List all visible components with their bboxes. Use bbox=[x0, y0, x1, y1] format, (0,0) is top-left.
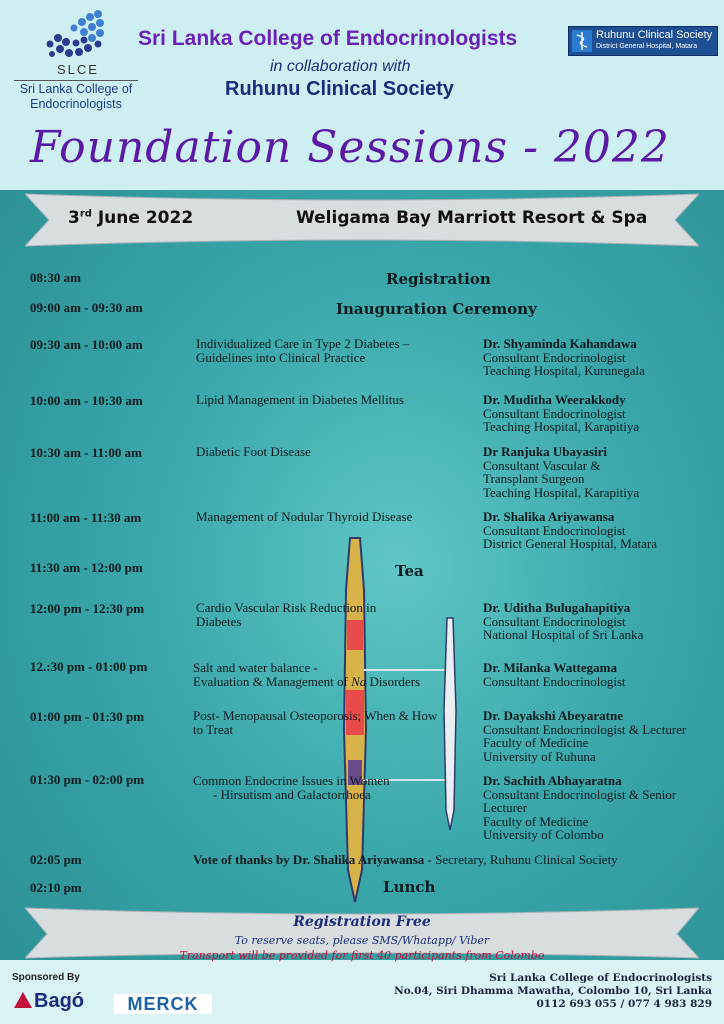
schedule-time: 12.:30 pm - 01:00 pm bbox=[30, 659, 148, 674]
speaker-detail: Faculty of Medicine bbox=[483, 735, 589, 750]
merck-logo: MERCK bbox=[114, 994, 212, 1014]
session-topic bbox=[193, 661, 463, 689]
schedule-time: 10:30 am - 11:00 am bbox=[30, 445, 142, 460]
schedule-time: 02:05 pm bbox=[30, 852, 82, 867]
address-line: No.04, Siri Dhamma Mawatha, Colombo 10, Sri Lanka bbox=[394, 985, 712, 997]
schedule-time: 09:00 am - 09:30 am bbox=[30, 300, 143, 315]
address-line: Sri Lanka College of Endocrinologists bbox=[489, 972, 712, 984]
schedule-time: 12:00 pm - 12:30 pm bbox=[30, 601, 145, 616]
topic-text: Disorders bbox=[366, 674, 421, 689]
schedule-title: Lunch bbox=[383, 878, 436, 896]
speaker-detail: Consultant Endocrinologist bbox=[483, 405, 626, 421]
speaker-block bbox=[483, 661, 719, 688]
session-topic: Lipid Management in Diabetes Mellitus bbox=[196, 392, 404, 407]
vote-of-thanks-role: - Secretary, Ruhunu Clinical Society bbox=[424, 852, 618, 867]
speaker-detail: Lecturer bbox=[483, 800, 528, 815]
speaker-detail: Teaching Hospital, Karapitiya bbox=[483, 419, 640, 434]
session-topic: Individualized Care in Type 2 Diabetes – Guidelines into Clinical Practice bbox=[196, 336, 410, 365]
schedule-title: Registration bbox=[386, 270, 491, 288]
speaker-name: Dr. Milanka Wattegama bbox=[483, 660, 617, 675]
speaker-detail: Consultant Endocrinologist bbox=[483, 522, 626, 538]
sponsored-by-label: Sponsored By bbox=[12, 972, 80, 983]
topic-text-italic: Na bbox=[351, 674, 367, 689]
schedule-title: Inauguration Ceremony bbox=[336, 300, 537, 318]
collaboration-text: in collaboration with bbox=[270, 58, 411, 75]
speaker-block bbox=[483, 337, 719, 378]
session-topic: Diabetic Foot Disease bbox=[196, 444, 311, 459]
topic-text: Evaluation & Management of bbox=[193, 674, 352, 689]
speaker-name: Dr. Muditha Weerakkody bbox=[483, 392, 626, 407]
speaker-detail: Consultant Endocrinologist & Lecturer bbox=[483, 721, 687, 737]
event-venue: Weligama Bay Marriott Resort & Spa bbox=[296, 208, 648, 228]
slce-abbreviation: SLCE bbox=[57, 62, 99, 77]
vote-of-thanks bbox=[193, 852, 618, 868]
contact-address bbox=[394, 972, 712, 1011]
bago-logo bbox=[14, 990, 84, 1013]
speaker-detail: Teaching Hospital, Kurunegala bbox=[483, 363, 645, 378]
schedule-time: 01:30 pm - 02:00 pm bbox=[30, 772, 145, 787]
bago-triangle-icon bbox=[14, 992, 32, 1008]
speaker-detail: Teaching Hospital, Karapitiya bbox=[483, 484, 640, 500]
speaker-detail: Consultant Endocrinologist bbox=[483, 349, 626, 365]
bago-name: Bagó bbox=[34, 990, 84, 1012]
speaker-block bbox=[483, 601, 719, 642]
speaker-block bbox=[483, 709, 719, 763]
rcs-logo-name: Ruhunu Clinical Society bbox=[596, 29, 713, 41]
schedule-time: 08:30 am bbox=[30, 270, 81, 285]
transport-text: Transport will be provided for first 40 participants from Colombo bbox=[179, 949, 545, 962]
speaker-name: Dr. Dayakshi Abeyaratne bbox=[483, 708, 624, 723]
college-name: Sri Lanka College of Endocrinologists bbox=[138, 27, 518, 50]
speaker-detail: Consultant Endocrinologist & Senior bbox=[483, 786, 677, 802]
speaker-detail: University of Ruhuna bbox=[483, 748, 596, 764]
speaker-detail: National Hospital of Sri Lanka bbox=[483, 627, 644, 642]
speaker-detail: Transplant Surgeon bbox=[483, 471, 585, 486]
rcs-logo-subtitle: District General Hospital, Matara bbox=[596, 43, 698, 50]
session-topic: Post- Menopausal Osteoporosis; When & How to Treat bbox=[193, 708, 438, 737]
schedule-time: 09:30 am - 10:00 am bbox=[30, 337, 143, 352]
speaker-block bbox=[483, 774, 719, 842]
speaker-block bbox=[483, 393, 719, 434]
event-date bbox=[68, 208, 193, 228]
speaker-detail: University of Colombo bbox=[483, 827, 604, 842]
speaker-name: Dr. Shyaminda Kahandawa bbox=[483, 336, 637, 351]
speaker-name: Dr. Uditha Bulugahapitiya bbox=[483, 600, 631, 615]
slce-full-name bbox=[14, 82, 138, 112]
vote-of-thanks-speaker: Vote of thanks by Dr. Shalika Ariyawansa bbox=[193, 852, 425, 867]
date-suffix: rd bbox=[79, 208, 92, 220]
speaker-block bbox=[483, 510, 719, 551]
schedule-title: Tea bbox=[395, 562, 424, 580]
speaker-detail: Consultant Endocrinologist bbox=[483, 673, 626, 689]
speaker-name: Dr. Sachith Abhayaratna bbox=[483, 773, 622, 788]
slce-full-line1: Sri Lanka College of bbox=[19, 82, 133, 96]
page-title: Foundation Sessions - 2022 bbox=[30, 122, 670, 173]
partner-name: Ruhunu Clinical Society bbox=[225, 78, 454, 100]
speaker-detail: Faculty of Medicine bbox=[483, 813, 589, 829]
reserve-text: To reserve seats, please SMS/Whatapp/ Viber bbox=[234, 934, 490, 947]
schedule-time: 11:00 am - 11:30 am bbox=[30, 510, 142, 525]
topic-line: - Hirsutism and Galactorrhoea bbox=[213, 787, 371, 802]
speaker-detail: Consultant Vascular & bbox=[483, 457, 601, 473]
registration-text: Registration Free bbox=[293, 914, 431, 930]
topic-line: Common Endocrine Issues in Women bbox=[193, 773, 390, 788]
speaker-name: Dr Ranjuka Ubayasiri bbox=[483, 444, 608, 459]
slce-logo-icon bbox=[38, 8, 112, 68]
session-topic: Management of Nodular Thyroid Disease bbox=[196, 509, 413, 524]
phone-numbers: 0112 693 055 / 077 4 983 829 bbox=[536, 998, 712, 1010]
speaker-detail: District General Hospital, Matara bbox=[483, 536, 657, 551]
speaker-block bbox=[483, 445, 719, 499]
topic-line bbox=[193, 675, 463, 689]
schedule-time: 01:00 pm - 01:30 pm bbox=[30, 709, 145, 724]
session-topic: Cardio Vascular Risk Reduction in Diabetes bbox=[196, 600, 377, 629]
date-day: 3 bbox=[68, 208, 80, 228]
schedule-time: 11:30 am - 12:00 pm bbox=[30, 560, 143, 575]
slce-full-line2: Endocrinologists bbox=[30, 97, 122, 111]
schedule-time: 02:10 pm bbox=[30, 880, 82, 895]
rcs-logo bbox=[568, 26, 718, 56]
topic-line: Salt and water balance - bbox=[193, 660, 318, 675]
speaker-detail: Consultant Endocrinologist bbox=[483, 613, 626, 629]
schedule-time: 10:00 am - 10:30 am bbox=[30, 393, 143, 408]
date-month-year: June 2022 bbox=[91, 208, 194, 228]
divider bbox=[14, 80, 138, 81]
session-topic bbox=[193, 774, 463, 802]
caduceus-icon bbox=[572, 30, 592, 52]
speaker-name: Dr. Shalika Ariyawansa bbox=[483, 509, 615, 524]
